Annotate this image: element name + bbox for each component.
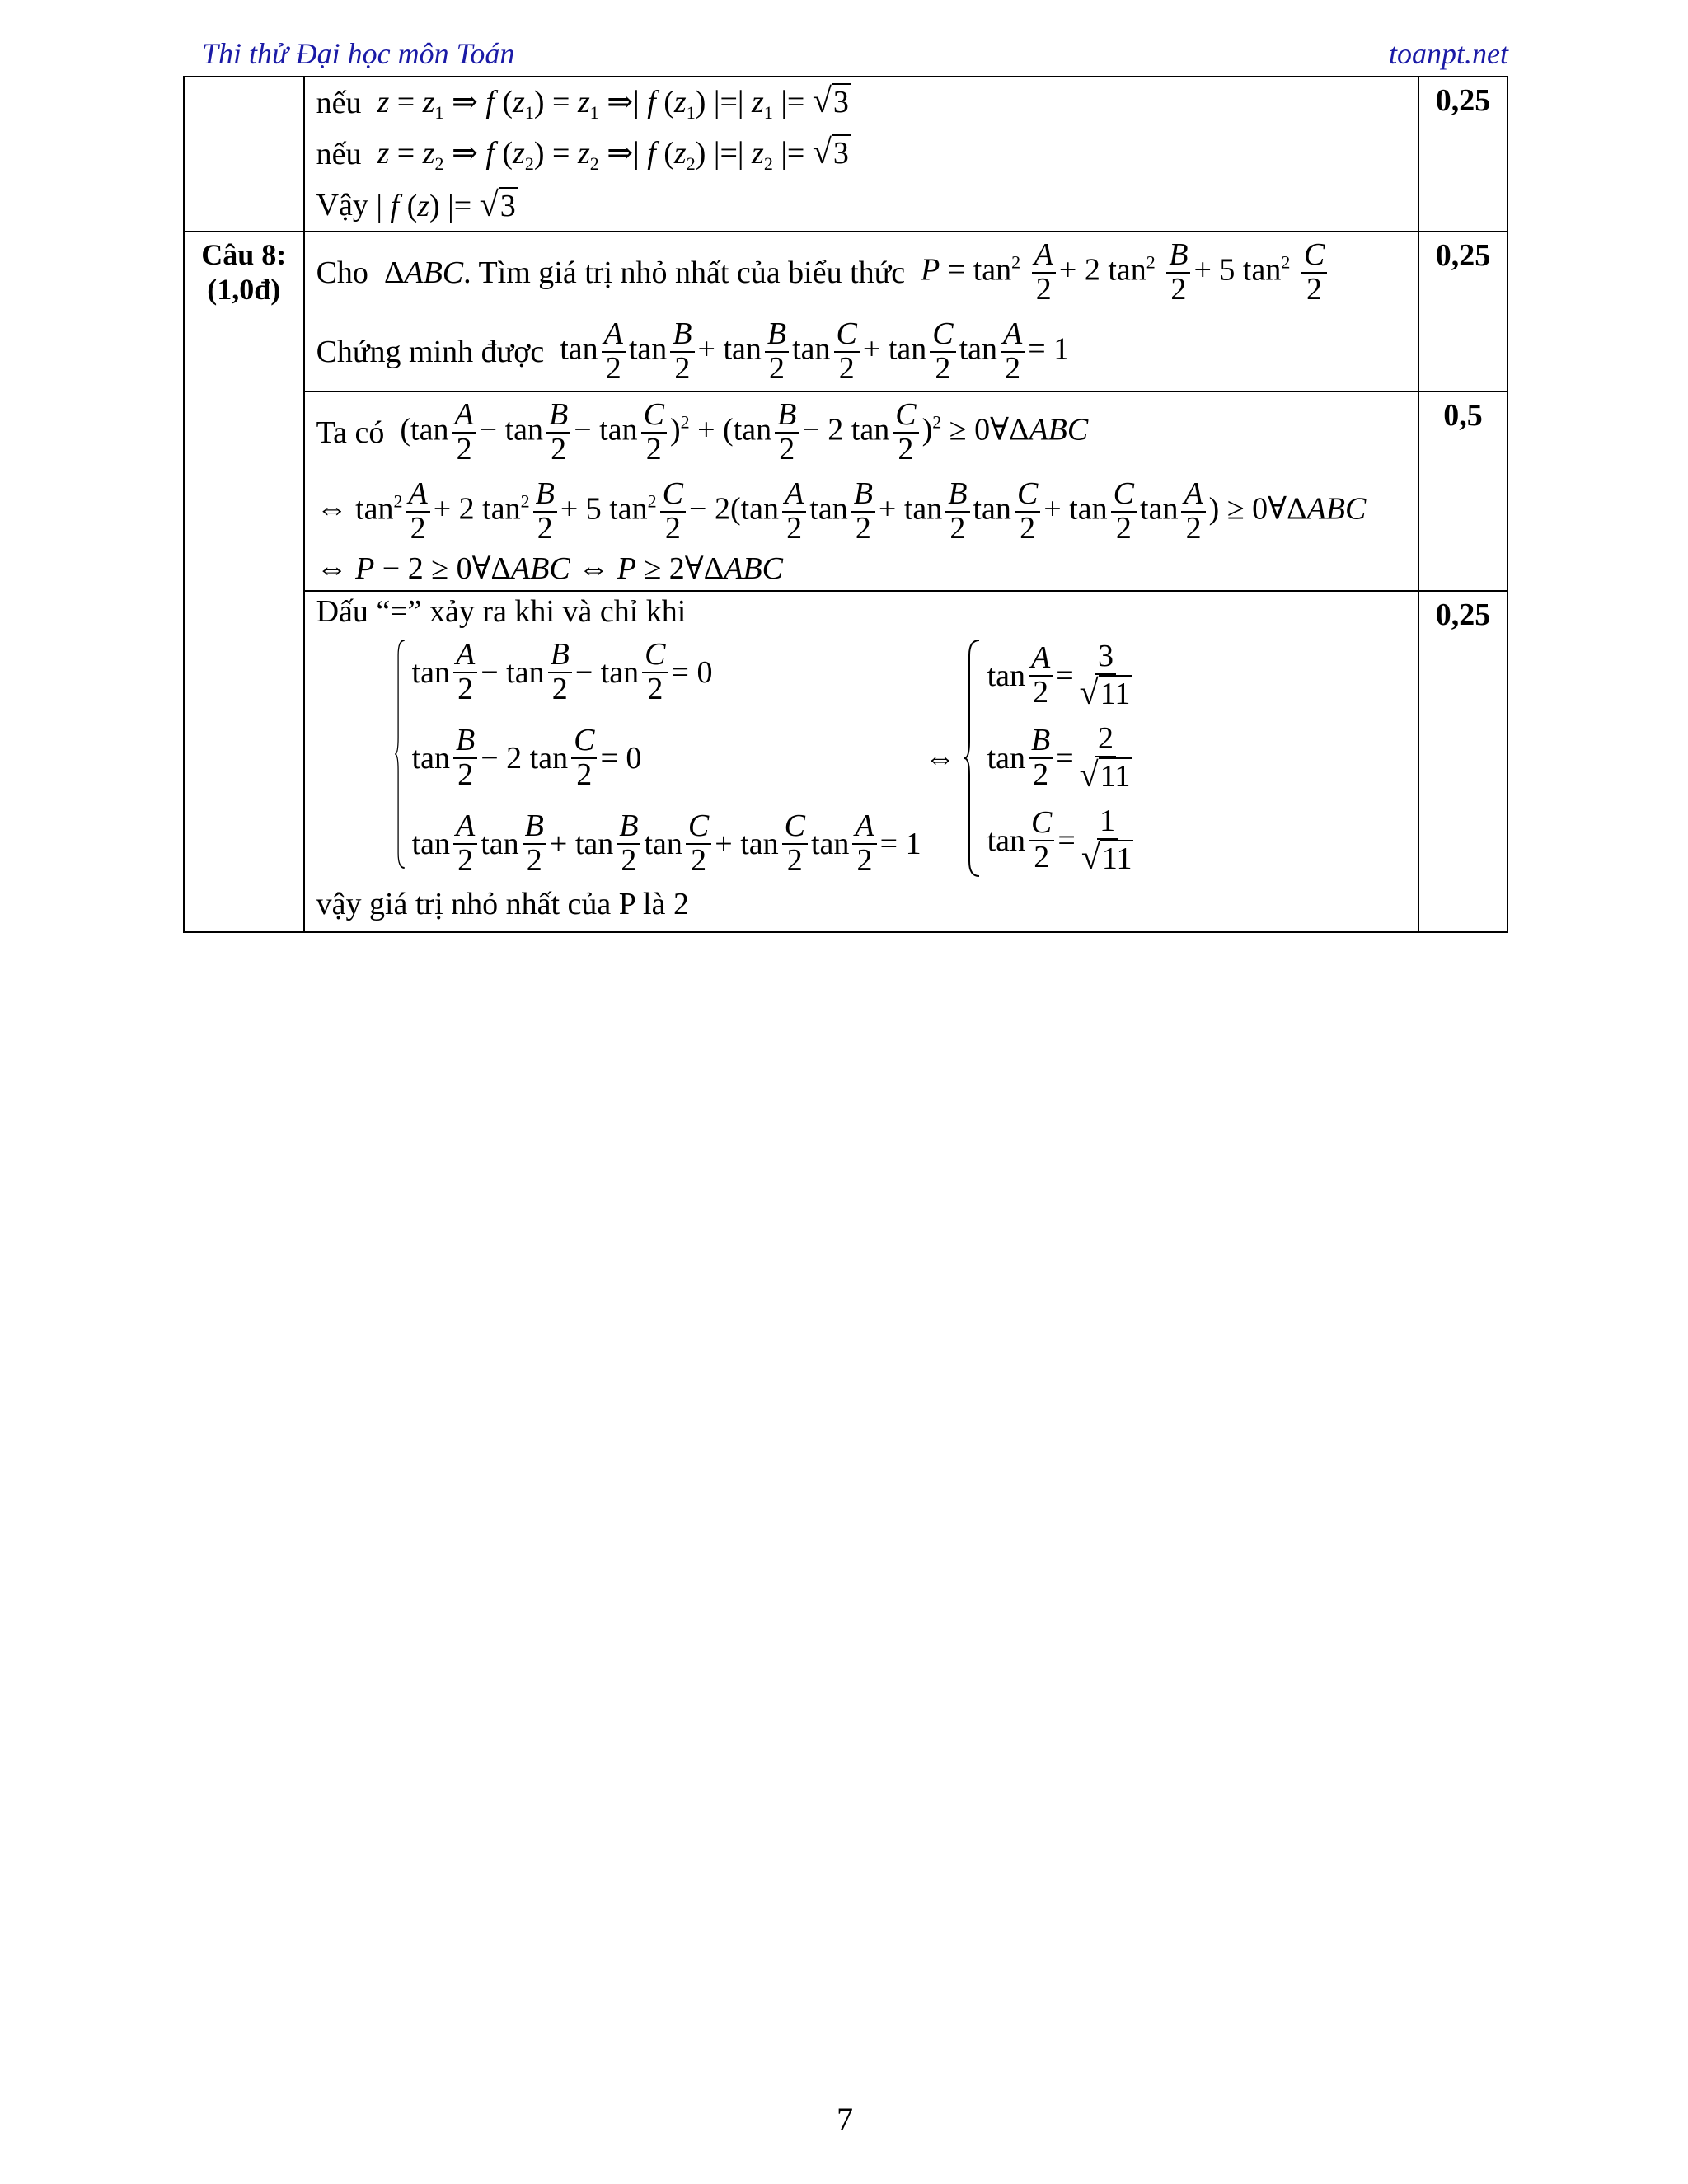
header-title: Thi thử Đại học môn Toán	[202, 37, 515, 70]
right-brace	[963, 639, 981, 878]
content-cell	[304, 77, 1418, 232]
equality-condition: Dấu “=” xảy ra khi và chỉ khi	[316, 594, 687, 629]
score-value: 0,25	[1435, 238, 1491, 273]
content-cell	[304, 591, 1418, 932]
question-points: (1,0đ)	[207, 273, 281, 306]
conclusion: vậy giá trị nhỏ nhất của P là 2	[316, 887, 689, 921]
score-value: 0,25	[1435, 598, 1491, 632]
table-row	[184, 591, 1507, 932]
table-row	[184, 232, 1507, 391]
header-site: toanpt.net	[1389, 37, 1508, 70]
equivalence-icon: ⇔	[924, 741, 956, 776]
table-row	[184, 77, 1507, 232]
page-header	[202, 33, 1508, 77]
page-number: 7	[837, 2101, 853, 2138]
prove-statement: Chứng minh được tan $\frac{A}{2}$ tan $\frac{B}{2}$ + tan $\frac{B}{2}$ tan $\frac{C}{2}$ + tan $\frac{C}{2}$ tan $\frac{A}{2}$ = 1	[316, 316, 1070, 386]
formula-line: ⇔ $\tan^2$ $\frac{A}{2}$ + 2 $\tan^2$ $\frac{B}{2}$ + 5 $\tan^2$ $\frac{C}{2}$ − 2(tan $\frac{A}{2}$ tan $\frac{B}{2}$ + tan $\frac{B}{2}$ tan $\frac{C}{2}$ + tan $\frac{C}{2}$ tan $\frac{A}{2}$ ) ≥ 0∀ΔABC	[316, 476, 1367, 546]
score-cell	[1418, 591, 1507, 932]
score-cell	[1418, 77, 1507, 232]
score-cell	[1418, 391, 1507, 591]
question-number: Câu 8:	[201, 238, 287, 271]
table-row	[184, 391, 1507, 591]
right-system: tan A 2 = 3 √11 tan B 2 = 2 √11 tan C 2 = 1 √11	[963, 639, 1140, 878]
content-cell	[304, 232, 1418, 391]
left-brace	[394, 639, 406, 869]
equation-systems	[394, 635, 1406, 882]
formula-line: nếu $z = z_1$ ⇒ f $(z_1) = z_1$ ⇒| f $(z_1)$ |=| $z_1$ |= √3	[316, 82, 849, 123]
score-cell	[1418, 232, 1507, 391]
problem-statement: Cho ΔABC . Tìm giá trị nhỏ nhất của biểu thức $P = \tan^2$ $\frac{A}{2}$ + 2 $\tan^2$ $\frac{B}{2}$ + 5 $\tan^2$ $\frac{C}{2}$	[316, 232, 1406, 313]
question-cell	[184, 77, 304, 232]
content-cell	[304, 391, 1418, 591]
formula-line: nếu $z = z_2$ ⇒ f $(z_2) = z_2$ ⇒| f $(z_2)$ |=| $z_2$ |= √3	[316, 134, 849, 174]
formula-line: Ta có (tan $\frac{A}{2}$ − tan $\frac{B}{2}$ − tan $\frac{C}{2}$ )$^2$ + (tan $\frac{B}{2}$ − 2 tan $\frac{C}{2}$ )$^2$ ≥ 0∀ΔABC	[316, 397, 1089, 466]
question-label-cell	[184, 232, 304, 932]
formula-line: Vậy | f (z) |= √3	[316, 186, 516, 224]
solution-table	[183, 76, 1508, 933]
left-system: tan A 2 − tan B 2 − tan C 2 = 0 tan B 2 − 2 tan C 2 = 0 tan A 2 tan B 2 + tan B 2 tan C 2 + tan C 2 tan A 2 = 1	[394, 639, 921, 877]
score-value: 0,5	[1443, 398, 1483, 433]
score-value: 0,25	[1435, 83, 1491, 118]
formula-line: ⇔ P − 2 ≥ 0∀ΔABC ⇔ P ≥ 2∀ΔABC	[316, 551, 783, 586]
